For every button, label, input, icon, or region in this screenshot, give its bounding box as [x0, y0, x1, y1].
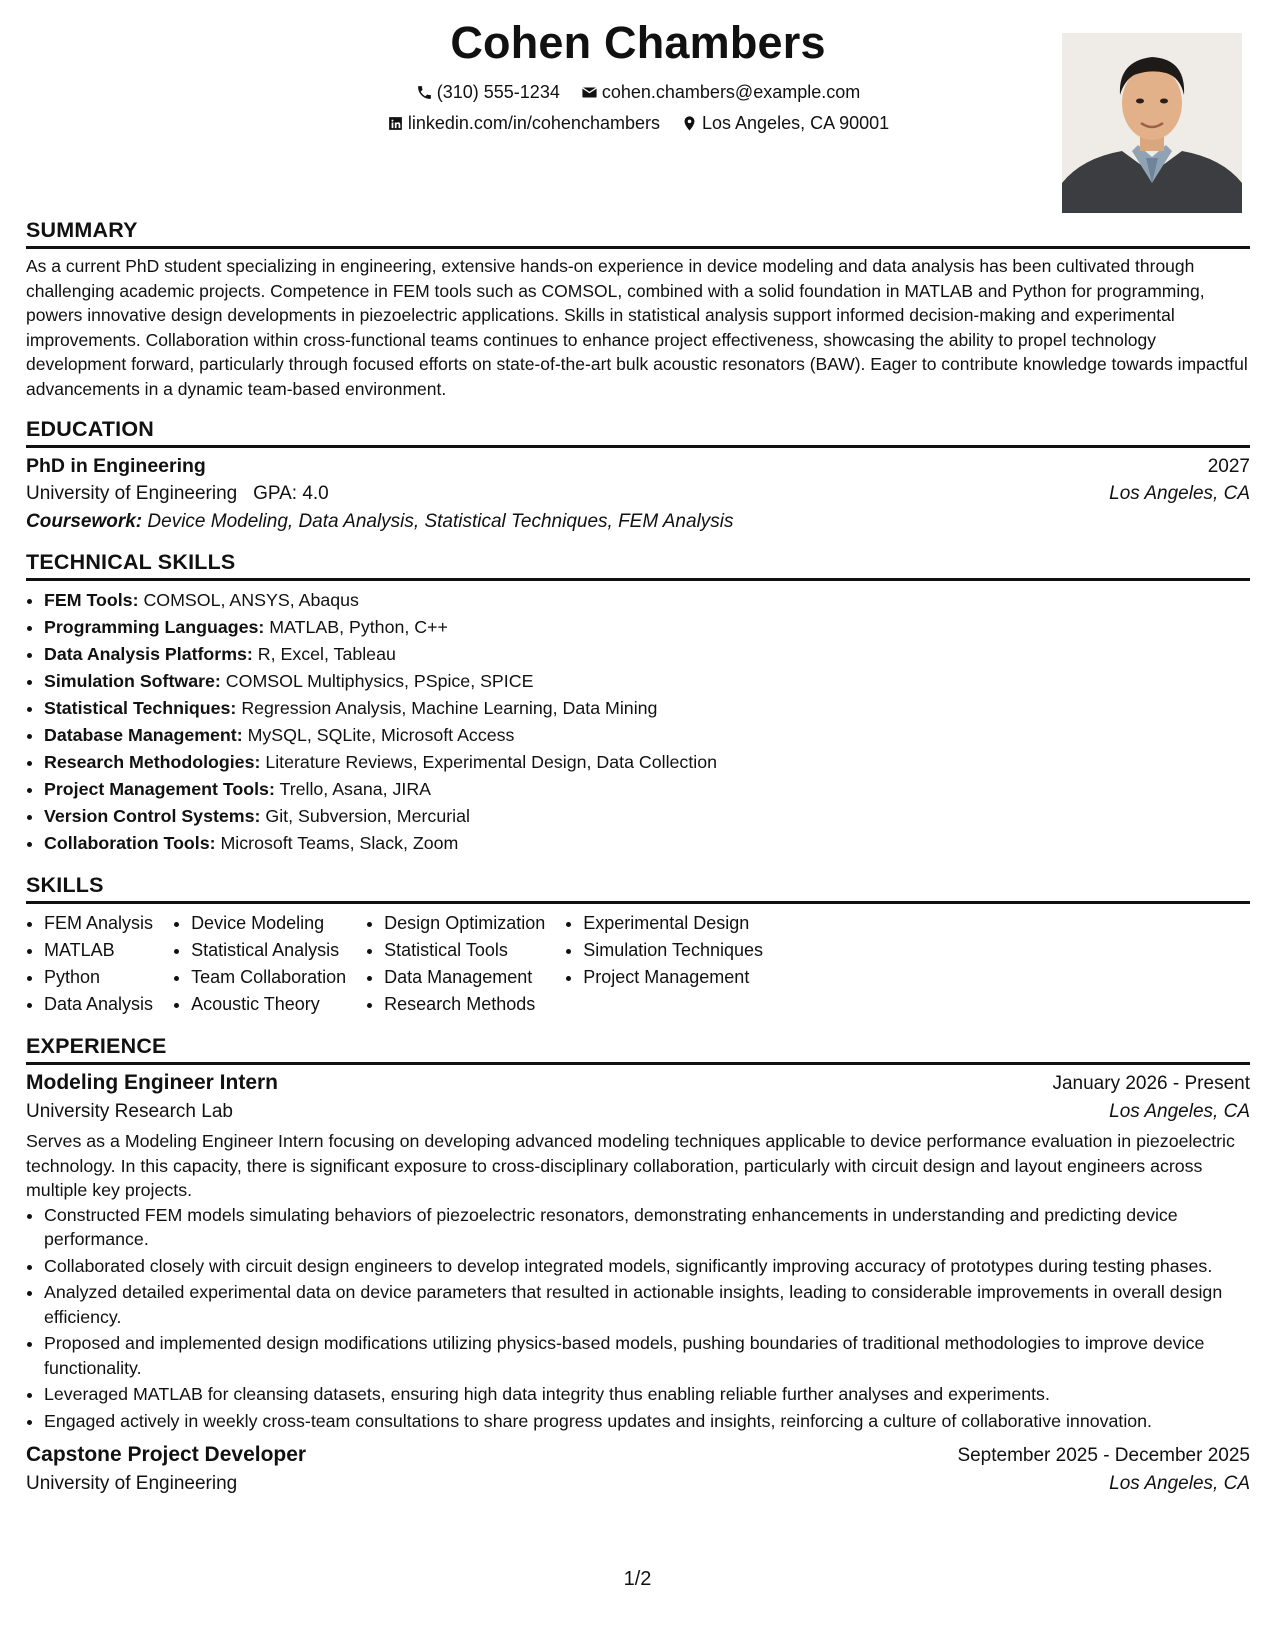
job-title: Modeling Engineer Intern: [26, 1071, 279, 1094]
skills-section: [26, 871, 1250, 1018]
list-item: • Research Methods: [384, 991, 545, 1018]
job-title: Capstone Project Developer: [26, 1443, 307, 1466]
list-item: • FEM Analysis: [44, 910, 153, 937]
school-location: Los Angeles, CA: [1109, 483, 1250, 504]
job-org-row: [26, 1473, 1250, 1495]
list-item: [44, 803, 1250, 830]
skill-category: Programming Languages:: [44, 617, 265, 637]
list-item: • Analyzed detailed experimental data on device parameters that resulted in actionable insights, leading to considerable improvements in overall design efficiency.: [44, 1280, 1250, 1329]
skill-values: Trello, Asana, JIRA: [279, 779, 432, 799]
education-degree-row: [26, 455, 1250, 478]
skill-values: Microsoft Teams, Slack, Zoom: [220, 833, 459, 853]
experience-section: [26, 1032, 1250, 1495]
list-item: [44, 830, 1250, 857]
gpa: GPA: 4.0: [253, 483, 329, 504]
list-item: [44, 776, 1250, 803]
map-pin-icon: [681, 115, 698, 132]
job-description: Serves as a Modeling Engineer Intern focusing on developing advanced modeling techniques applicable to device performance evaluation in piezoelectric technology. In this capacity, there is significant exposure to cross-disciplinary collaboration, particularly with circuit design and layout engineers across multiple key projects.: [26, 1131, 1235, 1200]
skill-values: COMSOL Multiphysics, PSpice, SPICE: [225, 671, 534, 691]
technical-skills-heading: TECHNICAL SKILLS: [26, 548, 1250, 581]
experience-entry: [26, 1443, 1250, 1495]
resume-page: [26, 0, 1250, 1495]
technical-skills-list: [26, 587, 1250, 857]
list-item: [44, 587, 1250, 614]
list-item: [44, 695, 1250, 722]
phone-icon: [416, 84, 433, 101]
skill-category: Simulation Software:: [44, 671, 221, 691]
list-item: • MATLAB: [44, 937, 153, 964]
education-heading: EDUCATION: [26, 415, 1250, 448]
skill-category: Research Methodologies:: [44, 752, 261, 772]
list-item: [44, 749, 1250, 776]
list-item: • Data Analysis: [44, 991, 153, 1018]
school-name: University of Engineering: [26, 483, 238, 504]
page-number: 1/2: [623, 1568, 652, 1590]
summary-section: [26, 216, 1250, 401]
profile-photo-portrait: [1062, 33, 1242, 213]
skills-column-1: [26, 910, 153, 1018]
education-section: [26, 415, 1250, 533]
degree-year: 2027: [1207, 456, 1250, 477]
email-contact[interactable]: [581, 80, 860, 104]
linkedin-text[interactable]: linkedin.com/in/cohenchambers: [407, 113, 660, 133]
coursework-label: Coursework:: [26, 511, 143, 532]
skills-grid: [26, 910, 1250, 1018]
skill-category: Statistical Techniques:: [44, 698, 237, 718]
list-item: • Project Management: [583, 964, 763, 991]
job-title-row: [26, 1071, 1250, 1095]
envelope-icon: [581, 84, 598, 101]
school-info: [26, 483, 329, 505]
list-item: • Engaged actively in weekly cross-team consultations to share progress updates and insights, reinforcing a culture of collaborative innovation.: [44, 1409, 1250, 1434]
list-item: • Simulation Techniques: [583, 937, 763, 964]
list-item: [44, 641, 1250, 668]
phone-text: (310) 555-1234: [436, 82, 560, 102]
job-bullets: [26, 1203, 1250, 1434]
job-dates: January 2026 - Present: [1052, 1073, 1250, 1094]
phone-contact: [416, 80, 560, 104]
list-item: [44, 614, 1250, 641]
linkedin-contact[interactable]: [387, 111, 660, 135]
skill-category: FEM Tools:: [44, 590, 139, 610]
experience-heading: EXPERIENCE: [26, 1032, 1250, 1065]
coursework-line: [26, 511, 1250, 533]
list-item: • Leveraged MATLAB for cleansing datasets, ensuring high data integrity thus enabling reliable further analyses and experiments.: [44, 1382, 1250, 1407]
job-organization: University of Engineering: [26, 1473, 238, 1494]
skills-heading: SKILLS: [26, 871, 1250, 904]
list-item: • Statistical Analysis: [191, 937, 346, 964]
list-item: • Device Modeling: [191, 910, 346, 937]
education-school-row: [26, 483, 1250, 505]
list-item: [44, 722, 1250, 749]
job-title-row: [26, 1443, 1250, 1467]
job-organization: University Research Lab: [26, 1101, 233, 1122]
list-item: • Experimental Design: [583, 910, 763, 937]
skill-values: MATLAB, Python, C++: [269, 617, 448, 637]
skill-values: Regression Analysis, Machine Learning, Data Mining: [241, 698, 658, 718]
skills-column-3: [366, 910, 545, 1018]
skill-category: Project Management Tools:: [44, 779, 275, 799]
technical-skills-section: [26, 548, 1250, 857]
list-item: • Collaborated closely with circuit design engineers to develop integrated models, significantly improving accuracy of prototypes during testing phases.: [44, 1254, 1250, 1279]
resume-header: [26, 0, 1250, 212]
skill-values: R, Excel, Tableau: [257, 644, 396, 664]
list-item: • Data Management: [384, 964, 545, 991]
skills-column-4: [565, 910, 763, 1018]
skill-category: Version Control Systems:: [44, 806, 261, 826]
degree-name: PhD in Engineering: [26, 455, 206, 477]
skill-category: Database Management:: [44, 725, 243, 745]
location-text: Los Angeles, CA 90001: [702, 113, 890, 133]
skill-category: Collaboration Tools:: [44, 833, 216, 853]
coursework-list: Device Modeling, Data Analysis, Statistical Techniques, FEM Analysis: [147, 511, 734, 532]
list-item: • Constructed FEM models simulating behaviors of piezoelectric resonators, demonstrating enhancements in understanding and predicting device performance.: [44, 1203, 1250, 1252]
email-text[interactable]: cohen.chambers@example.com: [601, 82, 861, 102]
skill-values: Literature Reviews, Experimental Design, Data Collection: [265, 752, 717, 772]
skill-category: Data Analysis Platforms:: [44, 644, 253, 664]
location-contact: [681, 111, 889, 135]
job-org-row: [26, 1101, 1250, 1123]
list-item: • Proposed and implemented design modifications utilizing physics-based models, pushing boundaries of traditional methodologies to improve device functionality.: [44, 1331, 1250, 1380]
summary-text: As a current PhD student specializing in engineering, extensive hands-on experience in device modeling and data analysis has been cultivated through challenging academic projects. Competence in FEM tools such as COMSOL, combined with a solid foundation in MATLAB and Python for programming, powers innovative design developments in piezoelectric applications. Skills in statistical analysis support informed decision-making and experimental improvements. Collaboration within cross-functional teams continues to enhance project effectiveness, showcasing the ability to propel technology development forward, particularly through focused efforts on state-of-the-art bulk acoustic resonators (BAW). Eager to contribute knowledge towards impactful advancements in a dynamic team-based environment.: [26, 256, 1248, 399]
skill-values: Git, Subversion, Mercurial: [265, 806, 470, 826]
list-item: • Design Optimization: [384, 910, 545, 937]
experience-entry: [26, 1071, 1250, 1433]
job-location: Los Angeles, CA: [1109, 1101, 1250, 1122]
list-item: [44, 668, 1250, 695]
skill-values: COMSOL, ANSYS, Abaqus: [143, 590, 359, 610]
list-item: • Statistical Tools: [384, 937, 545, 964]
candidate-name: Cohen Chambers: [450, 17, 826, 68]
skill-values: MySQL, SQLite, Microsoft Access: [247, 725, 515, 745]
list-item: • Team Collaboration: [191, 964, 346, 991]
profile-photo: [1062, 33, 1242, 213]
skills-column-2: [173, 910, 346, 1018]
job-dates: September 2025 - December 2025: [957, 1445, 1250, 1466]
list-item: • Acoustic Theory: [191, 991, 346, 1018]
summary-heading: SUMMARY: [26, 216, 1250, 249]
linkedin-icon: [387, 115, 404, 132]
job-location: Los Angeles, CA: [1109, 1473, 1250, 1494]
list-item: • Python: [44, 964, 153, 991]
